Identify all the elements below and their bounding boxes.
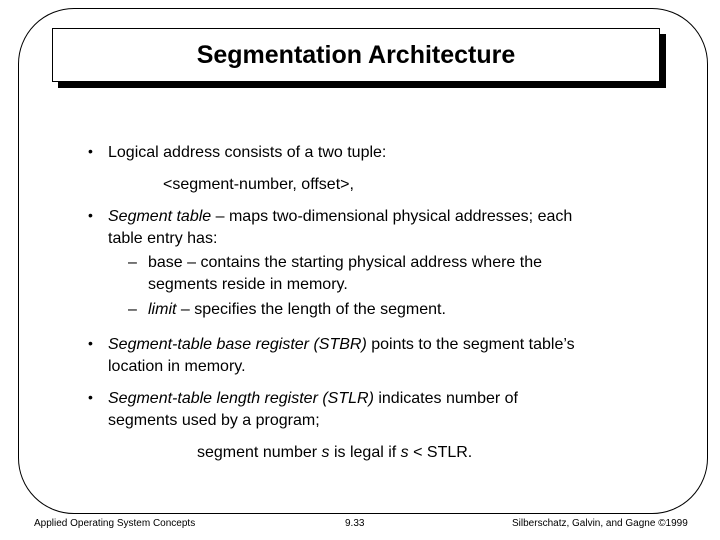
rule-part-3: < STLR.: [408, 444, 473, 461]
bullet-dot: •: [88, 335, 93, 351]
footer-right: Silberschatz, Galvin, and Gagne ©1999: [512, 518, 688, 529]
bullet-1-text: Logical address consists of a two tuple:: [108, 144, 387, 161]
rule-var-s: s: [321, 444, 330, 461]
bullet-4-line-1: [108, 388, 518, 410]
base-line-1: base – contains the starting physical address where the: [148, 254, 543, 271]
bullet-dot: •: [88, 207, 93, 223]
stlr-term: Segment-table length register (STLR): [108, 390, 374, 407]
bullet-2-line-1: [108, 206, 572, 228]
segment-table-desc: – maps two-dimensional physical addresses; each: [211, 208, 573, 225]
rule-part-2: is legal if: [329, 444, 401, 461]
rule-var-s: s: [400, 444, 409, 461]
sub-dash: –: [128, 301, 137, 318]
bullet-2-line-2: table entry has:: [108, 230, 218, 247]
stlr-desc: indicates number of: [373, 390, 518, 407]
bullet-3-line-1: [108, 334, 575, 356]
limit-desc: – specifies the length of the segment.: [176, 301, 446, 318]
slide-title: Segmentation Architecture: [196, 40, 516, 69]
bullet-dot: •: [88, 143, 93, 159]
stbr-desc: points to the segment table’s: [366, 336, 575, 353]
stbr-term: Segment-table base register (STBR): [108, 336, 367, 353]
legal-rule: [197, 442, 472, 464]
bullet-3-line-2: location in memory.: [108, 358, 246, 375]
footer-page-number: 9.33: [345, 518, 365, 529]
rule-part-1: segment number: [197, 444, 322, 461]
footer-left: Applied Operating System Concepts: [34, 518, 196, 529]
limit-line: [148, 299, 446, 321]
segment-table-term: Segment table: [108, 208, 212, 225]
bullet-dot: •: [88, 389, 93, 405]
sub-dash: –: [128, 254, 137, 271]
base-line-2: segments reside in memory.: [148, 276, 348, 293]
tuple-text: <segment-number, offset>,: [163, 176, 354, 193]
limit-term: limit: [148, 301, 177, 318]
bullet-4-line-2: segments used by a program;: [108, 412, 320, 429]
